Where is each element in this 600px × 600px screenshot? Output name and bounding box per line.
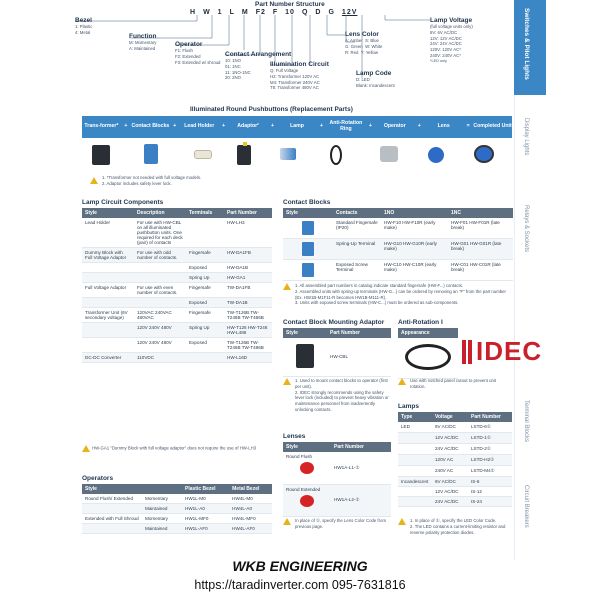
lamp-row (398, 487, 512, 497)
part-number-segment: 1 (217, 9, 223, 16)
table-cell: LSTD-6① (468, 422, 512, 433)
contact-blocks-notes: 1. All assembled part numbers in catalog indicate standard fingersafe (HW-F...) contacts. 2. Assembled units with spring-up terminals (HW-G...) can be ordered by removing an "F" from the part number (Ex. HW1B-M1F11-R becomes HW1B-M111-R). 3. Units with exposed screw terminals (HW-C...) must be ordered as sub-components. (283, 283, 513, 306)
table-cell: HW-GA1 (224, 273, 272, 283)
table-cell (283, 260, 333, 281)
lamp-circuit-row (82, 298, 272, 308)
lens-image (428, 147, 444, 163)
bezel-legend: Bezel 1: Plastic 4: Metal (75, 17, 93, 35)
band-operator: + (124, 123, 128, 130)
band-operator: = (466, 123, 470, 130)
lamps-notes: 1. In place of ①, specify the LED Color Code. 2. The LED contains a current-limiting resistor and reverse polarity protection diodes. (398, 518, 512, 535)
table-cell: Transformer Unit (6V secondary voltage) (82, 308, 134, 323)
contact-block-row (283, 260, 513, 281)
warning-icon (283, 378, 291, 385)
band-item: Trans-former* (82, 124, 121, 130)
adaptor-image (237, 145, 251, 165)
lamp-circuit-row (82, 218, 272, 248)
lamp-voltage-legend: Lamp Voltage (full voltage units only) 6V: 6V AC/DC 12V: 12V AC/DC 24V: 24V AC/DC 120V: 120V AC* 240V: 240V AC* *LED only (430, 17, 473, 63)
operator-row (82, 504, 272, 514)
band-item: Contact Blocks (131, 123, 170, 130)
part-number-segment: Q (301, 9, 309, 16)
mount-adaptor-title: Contact Block Mounting Adaptor (283, 319, 385, 326)
table-cell: IS-12 (468, 487, 512, 497)
table-cell: HW-G01 HW-G01R (late break) (448, 239, 513, 260)
band-operator: + (271, 123, 275, 130)
lamp-row (398, 455, 512, 466)
band-operator: + (222, 123, 226, 130)
table-cell (283, 218, 333, 239)
lamp-row (398, 444, 512, 455)
operators-table: Style Plastic Bezel Metal Bezel Round Flush/ Extended Momentary HW1L-M0 HW4L-M0 Maintained HW1L-A0 HW4L-A0 Extended with Full Shroud Momentary HW1L-MF0 HW4L-MF0 Maintained HW1L-AF0 HW4L-AF0 (82, 484, 272, 534)
lamp-row (398, 497, 512, 507)
table-cell: HW-G10 HW-G10R (early make) (381, 239, 448, 260)
lead-holder-image (194, 150, 212, 159)
table-cell: For use with HW-CBL on all illuminated pushbutton units. One required for each deck (pair) of contacts (134, 218, 186, 248)
contact-block-image (302, 242, 314, 256)
table-cell (398, 444, 432, 455)
warning-icon (283, 518, 291, 525)
band-item: Adaptor² (229, 124, 268, 130)
anti-rotation-ring (405, 344, 451, 370)
table-cell: Dummy Block with Full Voltage Adaptor (82, 248, 134, 263)
table-cell: LSTD-2① (468, 444, 512, 455)
table-cell: 120VAC 240VAC 480VAC (134, 308, 186, 323)
anti-rotation-ring-image (330, 145, 342, 165)
mount-adaptor-table: Style Part Number HW-CBL (283, 328, 391, 377)
part-number-segment: F (272, 9, 279, 16)
table-cell: LSTD-M4① (468, 466, 512, 477)
assembly-band (82, 116, 512, 138)
contact-blocks-table: Style Contacts 1NO 1NC Standard Fingersafe (IP20) HW-F10 HW-F10R (early make) HW-F01 HW-F01R (late break) Spring-Up Terminal HW-G10 HW-G10R (early make) HW-G01 HW-G01R (late break) Exposed Screw Terminal HW-C10 HW-C10R (early make) HW-C01 HW-C01R (late break) (283, 208, 513, 281)
part-number-segment: W (203, 9, 211, 16)
table-cell: Full Voltage Adaptor (82, 283, 134, 298)
idec-logo: IDEC (462, 336, 542, 367)
band-notes: 1. *Transformer not needed with full voltage models. 2. Adaptor includes safety lever lock. (90, 175, 201, 187)
part-number-segment: D (315, 9, 322, 16)
band-operator: + (173, 123, 177, 130)
table-cell: HW1L-M0 (182, 494, 229, 504)
table-cell: Maintained (142, 504, 182, 514)
warning-icon (82, 445, 90, 452)
sidebar-item-display[interactable]: Display Lights (523, 118, 529, 156)
table-cell: HW4L-A0 (229, 504, 272, 514)
lamp-row (398, 422, 512, 433)
table-cell (398, 433, 432, 444)
sidebar-active-tab[interactable] (514, 0, 546, 95)
table-cell: For use with even number of contacts. (134, 283, 186, 298)
table-cell (398, 497, 432, 507)
table-cell: IS-6 (468, 477, 512, 487)
table-cell: Fingersafe (186, 283, 224, 298)
table-cell: LSTD-H2① (468, 455, 512, 466)
table-cell (186, 353, 224, 363)
table-cell: 120V AC (432, 455, 468, 466)
footer-contact[interactable]: https://taradinverter.com 095-7631816 (194, 578, 406, 592)
table-cell: HW-L16D (224, 353, 272, 363)
table-cell (82, 263, 134, 273)
table-cell: 12V AC/DC (432, 433, 468, 444)
table-cell: Fingersafe (186, 248, 224, 263)
contact-block-image (144, 144, 158, 164)
table-cell: TW-T126B TW-T246B TW-T486B (224, 338, 272, 353)
band-operator: + (319, 123, 323, 130)
sidebar-item-terminal[interactable]: Terminal Blocks (523, 400, 529, 443)
lamp-row (398, 477, 512, 487)
operator-row (82, 524, 272, 534)
table-cell (82, 273, 134, 283)
table-cell: 120V 240V 480V (134, 338, 186, 353)
table-cell: Exposed (186, 338, 224, 353)
table-cell: HW1L-AF0 (182, 524, 229, 534)
operator-legend: Operator F1: Flush F2: Extended F3: Extended w/ shroud (175, 41, 221, 65)
table-cell: Momentary (142, 514, 182, 524)
table-cell (82, 323, 134, 338)
warning-icon (398, 518, 406, 525)
contact-block-image (302, 263, 314, 277)
lenses-note: In place of ①, specify the Lens Color Code from previous page. (283, 518, 391, 530)
lamp-circuit-row (82, 248, 272, 263)
table-cell: TW-DA1FB (224, 283, 272, 298)
table-cell (134, 263, 186, 273)
table-cell: 12V AC/DC (432, 487, 468, 497)
table-cell: 24V AC/DC (432, 497, 468, 507)
table-cell: TW-T126B TW-T246B TW-T486B (224, 308, 272, 323)
band-item: Anti-Rotation Ring (326, 121, 365, 132)
band-operator: + (368, 123, 372, 130)
table-cell: HW-F10 HW-F10R (early make) (381, 218, 448, 239)
warning-icon (283, 283, 291, 290)
table-cell: Incandescent (398, 477, 432, 487)
part-number-segment: F2 (255, 9, 266, 16)
anti-rotation-note: Use with notched panel cutout to prevent unit rotation. (398, 378, 498, 390)
table-cell: 24V AC/DC (432, 444, 468, 455)
table-cell: HW1L-MF0 (182, 514, 229, 524)
mounting-adaptor-image (296, 344, 314, 368)
contact-block-row (283, 239, 513, 260)
table-cell: 240V AC (432, 466, 468, 477)
col-description: Description (134, 208, 186, 218)
lamp-circuit-row (82, 308, 272, 323)
band-operator: + (417, 123, 421, 130)
lamp-circuit-row (82, 273, 272, 283)
table-cell: HW4L-MF0 (229, 514, 272, 524)
table-cell (398, 455, 432, 466)
table-cell: Exposed (186, 298, 224, 308)
band-item: Completed Unit (473, 123, 512, 130)
lamp-row (398, 433, 512, 444)
table-cell: HW4L-AF0 (229, 524, 272, 534)
lenses-title: Lenses (283, 433, 306, 440)
table-cell: HW-C10 HW-C10R (early make) (381, 260, 448, 281)
table-cell (82, 298, 134, 308)
table-cell: HW-DA1FB (224, 248, 272, 263)
table-cell: Extended with Full Shroud (82, 514, 142, 524)
part-number-segment: 12V (341, 9, 358, 16)
col-terminals: Terminals (186, 208, 224, 218)
table-cell (82, 524, 142, 534)
table-cell (134, 273, 186, 283)
lamp-circuit-row (82, 283, 272, 298)
operators-title: Operators (82, 475, 114, 482)
table-cell: TW-DA1B (224, 298, 272, 308)
lens-legend: Lens Color A: Amber S: Blue G: Green W: White R: Red Y: Yellow (345, 31, 383, 55)
lamp-row (398, 466, 512, 477)
lamp-image (280, 148, 296, 160)
table-cell: HW-T126 HW-T246 HW-L486 (224, 323, 272, 338)
operator-image (380, 146, 398, 162)
table-cell: Exposed Screw Terminal (333, 260, 381, 281)
contact-block-row (283, 218, 513, 239)
function-legend: Function M: Momentary A: Maintained (129, 33, 157, 51)
band-item: Lamp (278, 124, 317, 130)
illumination-legend: Illumination Circuit Q: Full Voltage H2: Transformer 120V AC M4: Transformer 240V AC T8: Transformer 480V AC (270, 61, 329, 91)
col-style: Style (82, 208, 134, 218)
lamp-circuit-row (82, 338, 272, 353)
table-cell: Spring Up (186, 323, 224, 338)
table-cell: Round Flush/ Extended (82, 494, 142, 504)
table-cell (283, 239, 333, 260)
transformer-image (92, 145, 110, 165)
table-cell: Lead Holder (82, 218, 134, 248)
parts-images-row (82, 140, 512, 170)
col-part-number: Part Number (224, 208, 272, 218)
page-title: Part Number Structure (255, 1, 325, 8)
sidebar-item-switches[interactable]: Switches & Pilot Lights (523, 8, 530, 80)
lamp-code-legend: Lamp Code D: LED Blank: Incandescent (356, 70, 395, 88)
table-cell: Spring Up (186, 273, 224, 283)
table-cell: HW-C01 HW-C01R (late break) (448, 260, 513, 281)
table-cell: Fingersafe (186, 308, 224, 323)
lamps-title: Lamps (398, 403, 419, 410)
sidebar-item-relays[interactable]: Relays & Sockets (523, 205, 529, 253)
band-item: Operator (375, 124, 414, 130)
table-cell: Maintained (142, 524, 182, 534)
table-cell: LSTD-1① (468, 433, 512, 444)
table-cell (134, 298, 186, 308)
table-cell: HW1L-A0 (182, 504, 229, 514)
sidebar-item-breakers[interactable]: Circuit Breakers (523, 485, 529, 528)
warning-icon (398, 378, 406, 385)
table-cell: LED (398, 422, 432, 433)
table-cell: 6V AC/DC (432, 477, 468, 487)
table-cell: For use with odd number of contacts. (134, 248, 186, 263)
table-cell: 110VDC (134, 353, 186, 363)
contact-block-image (302, 221, 314, 235)
lamp-circuit-note: HW-GA1 "Dummy Block with full voltage adaptor" does not require the use of HW-LH3 (82, 445, 272, 452)
footer-company: WKB ENGINEERING (232, 558, 368, 574)
anti-rotation-table: Appearance (398, 328, 458, 379)
part-number-segment: G (328, 9, 335, 16)
table-cell (82, 338, 134, 353)
table-cell: HW-DA1B (224, 263, 272, 273)
part-number-segment: L (229, 9, 235, 16)
table-cell: Exposed (186, 263, 224, 273)
operator-row (82, 514, 272, 524)
table-cell: 6V AC/DC (432, 422, 468, 433)
mount-adaptor-notes: 1. Used to mount contact blocks to operator (first per unit). 2. IDEC strongly recommends using the safety lever lock (included) to prevent heavy vibration or maintenance personnel from inadvertently unlocking contacts. (283, 378, 391, 413)
lens-extended-image (300, 495, 314, 507)
contact-legend: Contact Arrangement 10: 1NO 01: 1NC 11: 1NO-1NC 20: 2NO (225, 51, 292, 81)
table-cell: DC-DC Converter (82, 353, 134, 363)
table-cell (82, 504, 142, 514)
table-cell: HW4L-M0 (229, 494, 272, 504)
lamp-circuit-table (82, 208, 272, 363)
table-cell: 120V 240V 480V (134, 323, 186, 338)
band-item: Lens (424, 124, 463, 130)
table-cell: Momentary (142, 494, 182, 504)
lamp-circuit-row (82, 353, 272, 363)
lamps-table: Type Voltage Part Number LED 6V AC/DC LSTD-6① 12V AC/DC LSTD-1① 24V AC/DC LSTD-2① 120V AC LSTD-H2① 240V AC LSTD-M4① Incandescent 6V AC/DC IS-6 12V AC/DC IS-12 24V AC/DC IS-24 (398, 412, 512, 507)
lenses-table: Style Part Number Round Flush HW1A-L1-① Round Extended HW1A-L2-① (283, 442, 391, 517)
adaptor-lever (243, 142, 247, 146)
table-cell: IS-24 (468, 497, 512, 507)
lens-flush-image (300, 462, 314, 474)
table-cell (186, 218, 224, 248)
contact-blocks-title: Contact Blocks (283, 199, 331, 206)
lamp-circuit-row (82, 323, 272, 338)
table-cell (398, 466, 432, 477)
table-cell: Standard Fingersafe (IP20) (333, 218, 381, 239)
part-number-segment: H (190, 9, 197, 16)
table-cell: HW-F01 HW-F01R (late break) (448, 218, 513, 239)
part-number-segment: 10 (285, 9, 295, 16)
part-number-segment: M (241, 9, 249, 16)
operator-row (82, 494, 272, 504)
warning-icon (90, 177, 98, 184)
lamp-circuit-row (82, 263, 272, 273)
lamp-circuit-title: Lamp Circuit Components (82, 199, 164, 206)
band-item: Lead Holder (180, 124, 219, 130)
table-cell (398, 487, 432, 497)
anti-rotation-title: Anti-Rotation I (398, 319, 443, 326)
table-cell: HW-LH3 (224, 218, 272, 248)
illuminated-title: Illuminated Round Pushbuttons (Replacement Parts) (190, 106, 353, 113)
table-cell: Spring-Up Terminal (333, 239, 381, 260)
completed-unit-image (474, 145, 494, 163)
